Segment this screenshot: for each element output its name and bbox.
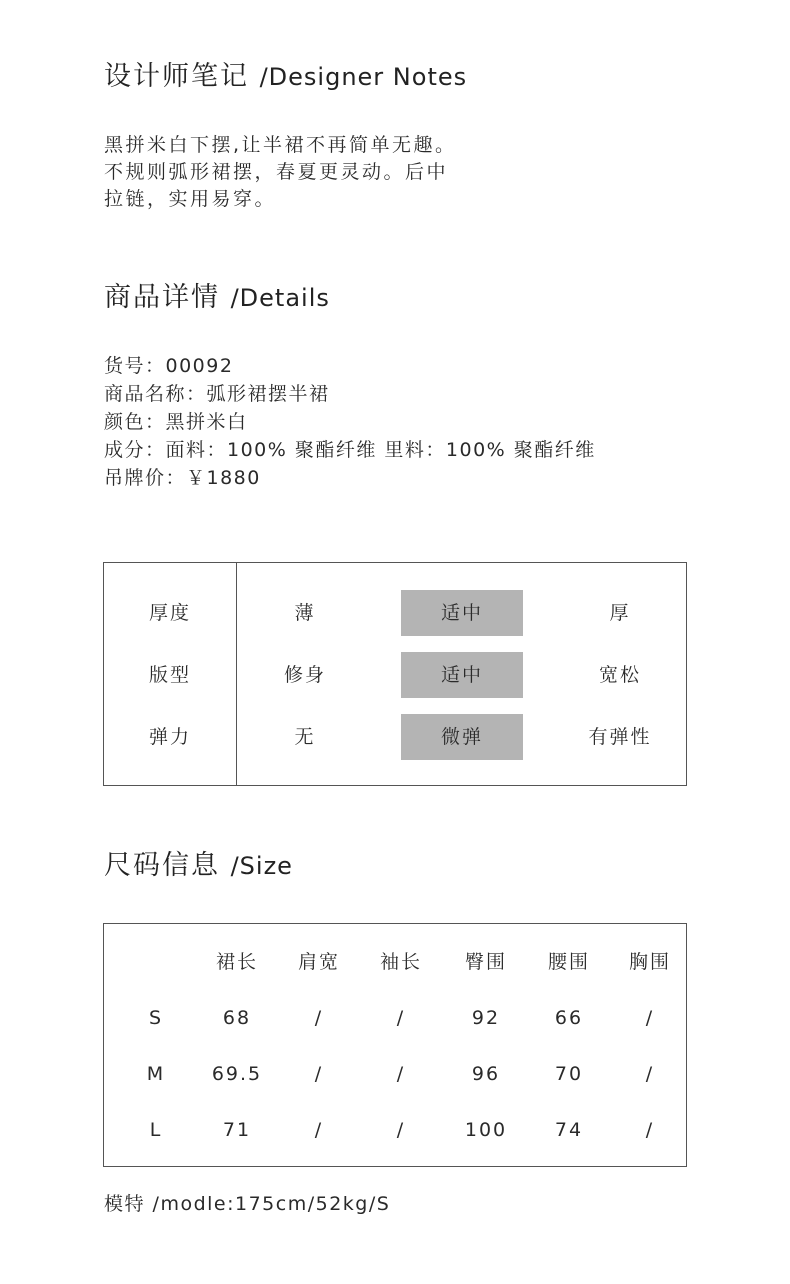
size-table-header	[116, 948, 196, 976]
details-item-name: 商品名称：弧形裙摆半裙	[104, 383, 330, 405]
designer-notes-line: 黑拼米白下摆,让半裙不再简单无趣。	[104, 134, 457, 156]
attribute-label-fit: 版型	[148, 664, 191, 686]
details-title-en: /Details	[230, 284, 330, 312]
attribute-label-stretch: 弹力	[148, 726, 191, 748]
details-item-price: 吊牌价：￥1880	[104, 467, 261, 489]
details-title	[104, 281, 330, 315]
attribute-option-selected: 适中	[401, 652, 523, 698]
details-title-cn: 商品详情	[104, 282, 220, 313]
size-table-cell: 71	[222, 1119, 252, 1141]
attribute-label-thickness: 厚度	[148, 602, 191, 624]
details-list	[104, 352, 596, 492]
designer-notes-line: 拉链，实用易穿。	[104, 188, 277, 210]
size-table-cell: /	[396, 1007, 406, 1029]
size-table-cell: /	[645, 1119, 655, 1141]
size-table-cell: 96	[471, 1063, 501, 1085]
attribute-option-selected: 微弹	[401, 714, 523, 760]
size-table-cell: /	[396, 1063, 406, 1085]
designer-notes-title	[104, 60, 467, 94]
attribute-option: 宽松	[598, 664, 641, 686]
size-title	[104, 849, 293, 883]
size-title-cn: 尺码信息	[104, 850, 220, 881]
size-table-cell: 68	[222, 1007, 252, 1029]
size-table-cell: 92	[471, 1007, 501, 1029]
size-table-cell: /	[396, 1119, 406, 1141]
attribute-table	[103, 562, 687, 786]
size-table-cell: 66	[554, 1007, 584, 1029]
size-table-cell: 70	[554, 1063, 584, 1085]
size-table-cell: /	[645, 1063, 655, 1085]
model-note: 模特 /modle:175cm/52kg/S	[104, 1193, 391, 1215]
details-item-color: 颜色：黑拼米白	[104, 411, 248, 433]
designer-notes-title-cn: 设计师笔记	[104, 61, 249, 92]
size-table-header: 腰围	[547, 951, 590, 973]
size-table-cell: 100	[464, 1119, 508, 1141]
size-title-en: /Size	[230, 852, 293, 880]
size-table-cell: L	[149, 1119, 163, 1141]
size-table-header: 臀围	[464, 951, 507, 973]
size-table-header: 袖长	[379, 951, 422, 973]
size-table	[103, 923, 687, 1167]
designer-notes-text	[104, 132, 457, 213]
size-table-cell: M	[146, 1063, 166, 1085]
attribute-option: 有弹性	[588, 726, 652, 748]
size-table-cell: /	[645, 1007, 655, 1029]
attribute-option-selected: 适中	[401, 590, 523, 636]
size-table-header: 肩宽	[297, 951, 340, 973]
attribute-option: 修身	[283, 664, 326, 686]
size-table-cell: S	[148, 1007, 164, 1029]
designer-notes-line: 不规则弧形裙摆，春夏更灵动。后中	[104, 161, 449, 183]
designer-notes-title-en: /Designer Notes	[259, 63, 468, 91]
size-table-cell: /	[314, 1119, 324, 1141]
size-table-cell: 69.5	[211, 1063, 263, 1085]
size-table-cell: /	[314, 1007, 324, 1029]
attribute-option: 薄	[294, 602, 316, 624]
attribute-option: 厚	[609, 602, 631, 624]
details-item-material: 成分：面料：100% 聚酯纤维 里料：100% 聚酯纤维	[104, 439, 596, 461]
attribute-option: 无	[294, 726, 316, 748]
details-item-sku: 货号：00092	[104, 355, 234, 377]
size-table-header: 裙长	[215, 951, 258, 973]
size-table-header: 胸围	[628, 951, 671, 973]
size-table-cell: 74	[554, 1119, 584, 1141]
attribute-table-divider	[236, 563, 237, 785]
size-table-cell: /	[314, 1063, 324, 1085]
